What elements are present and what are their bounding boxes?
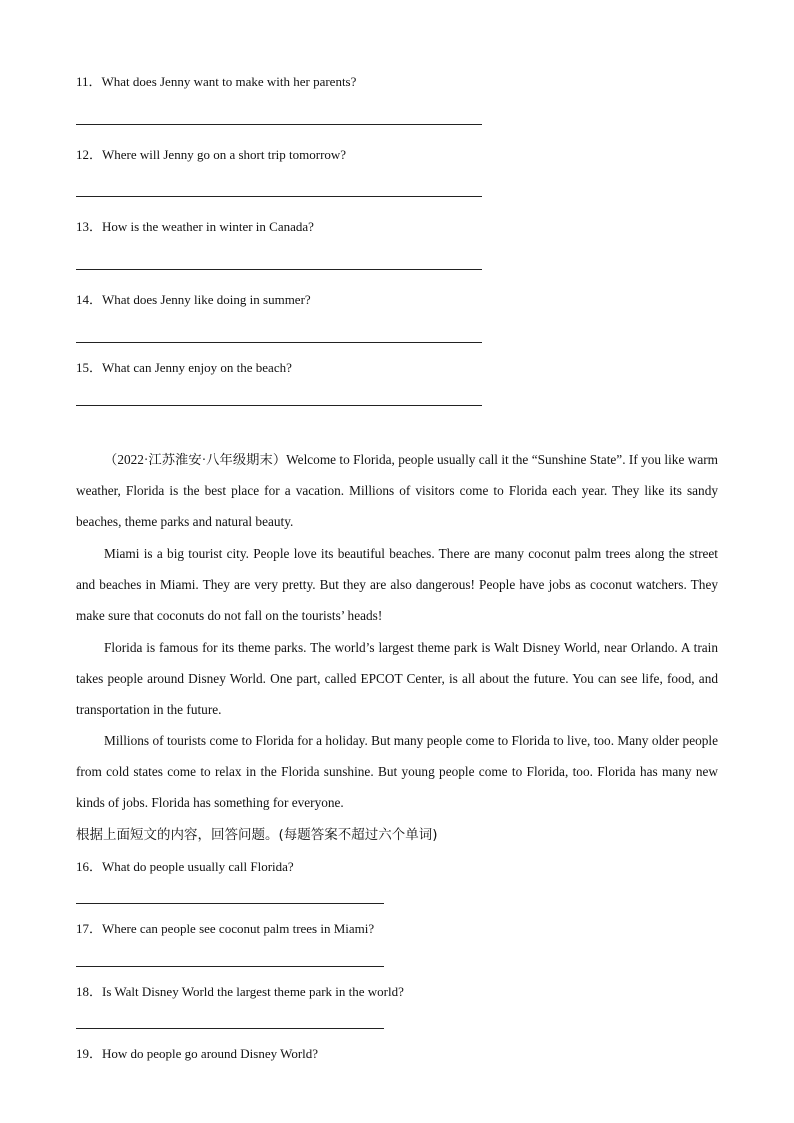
answer-line-15[interactable] — [76, 405, 482, 406]
question-12: 12．Where will Jenny go on a short trip tomorrow? — [76, 147, 347, 162]
question-17: 17．Where can people see coconut palm trees in Miami? — [76, 921, 375, 936]
answer-line-17[interactable] — [76, 966, 384, 967]
passage-paragraph-2: Miami is a big tourist city. People love its beautiful beaches. There are many coconut palm trees along the street and beaches in Miami. They are very pretty. But they are also dangerous! People have jobs as coconut watchers. They make sure that coconuts do not fall on the tourists’ heads! — [76, 546, 718, 624]
question-13: 13．How is the weather in winter in Canada? — [76, 219, 314, 234]
question-15: 15．What can Jenny enjoy on the beach? — [76, 360, 292, 375]
question-11: 11．What does Jenny want to make with her parents? — [76, 74, 357, 89]
question-19: 19．How do people go around Disney World? — [76, 1046, 319, 1061]
question-16: 16．What do people usually call Florida? — [76, 859, 294, 874]
answer-line-16[interactable] — [76, 903, 384, 904]
answer-line-13[interactable] — [76, 269, 482, 270]
question-14: 14．What does Jenny like doing in summer? — [76, 292, 311, 307]
passage-paragraph-4: Millions of tourists come to Florida for a holiday. But many people come to Florida to live, too. Many older people from cold states come to relax in the Florida sunshine. But young people come to Florida, too. Florida has many new kinds of jobs. Florida has something for everyone. — [76, 733, 718, 811]
answer-line-14[interactable] — [76, 342, 482, 343]
instruction-text: 根据上面短文的内容，回答问题。(每题答案不超过六个单词) — [76, 827, 438, 843]
answer-line-12[interactable] — [76, 196, 482, 197]
passage-paragraph-1: （2022·江苏淮安·八年级期末）Welcome to Florida, people usually call it the “Sunshine State”. If you like warm weather, Florida is the best place for a vacation. Millions of visitors come to Florida each year. They like its sandy beaches, theme parks and natural beauty. — [76, 452, 718, 530]
question-18: 18．Is Walt Disney World the largest theme park in the world? — [76, 984, 404, 999]
answer-line-11[interactable] — [76, 124, 482, 125]
passage-paragraph-3: Florida is famous for its theme parks. The world’s largest theme park is Walt Disney World, near Orlando. A train takes people around Disney World. One part, called EPCOT Center, is all about the future. You can see life, food, and transportation in the future. — [76, 640, 718, 718]
answer-line-18[interactable] — [76, 1028, 384, 1029]
